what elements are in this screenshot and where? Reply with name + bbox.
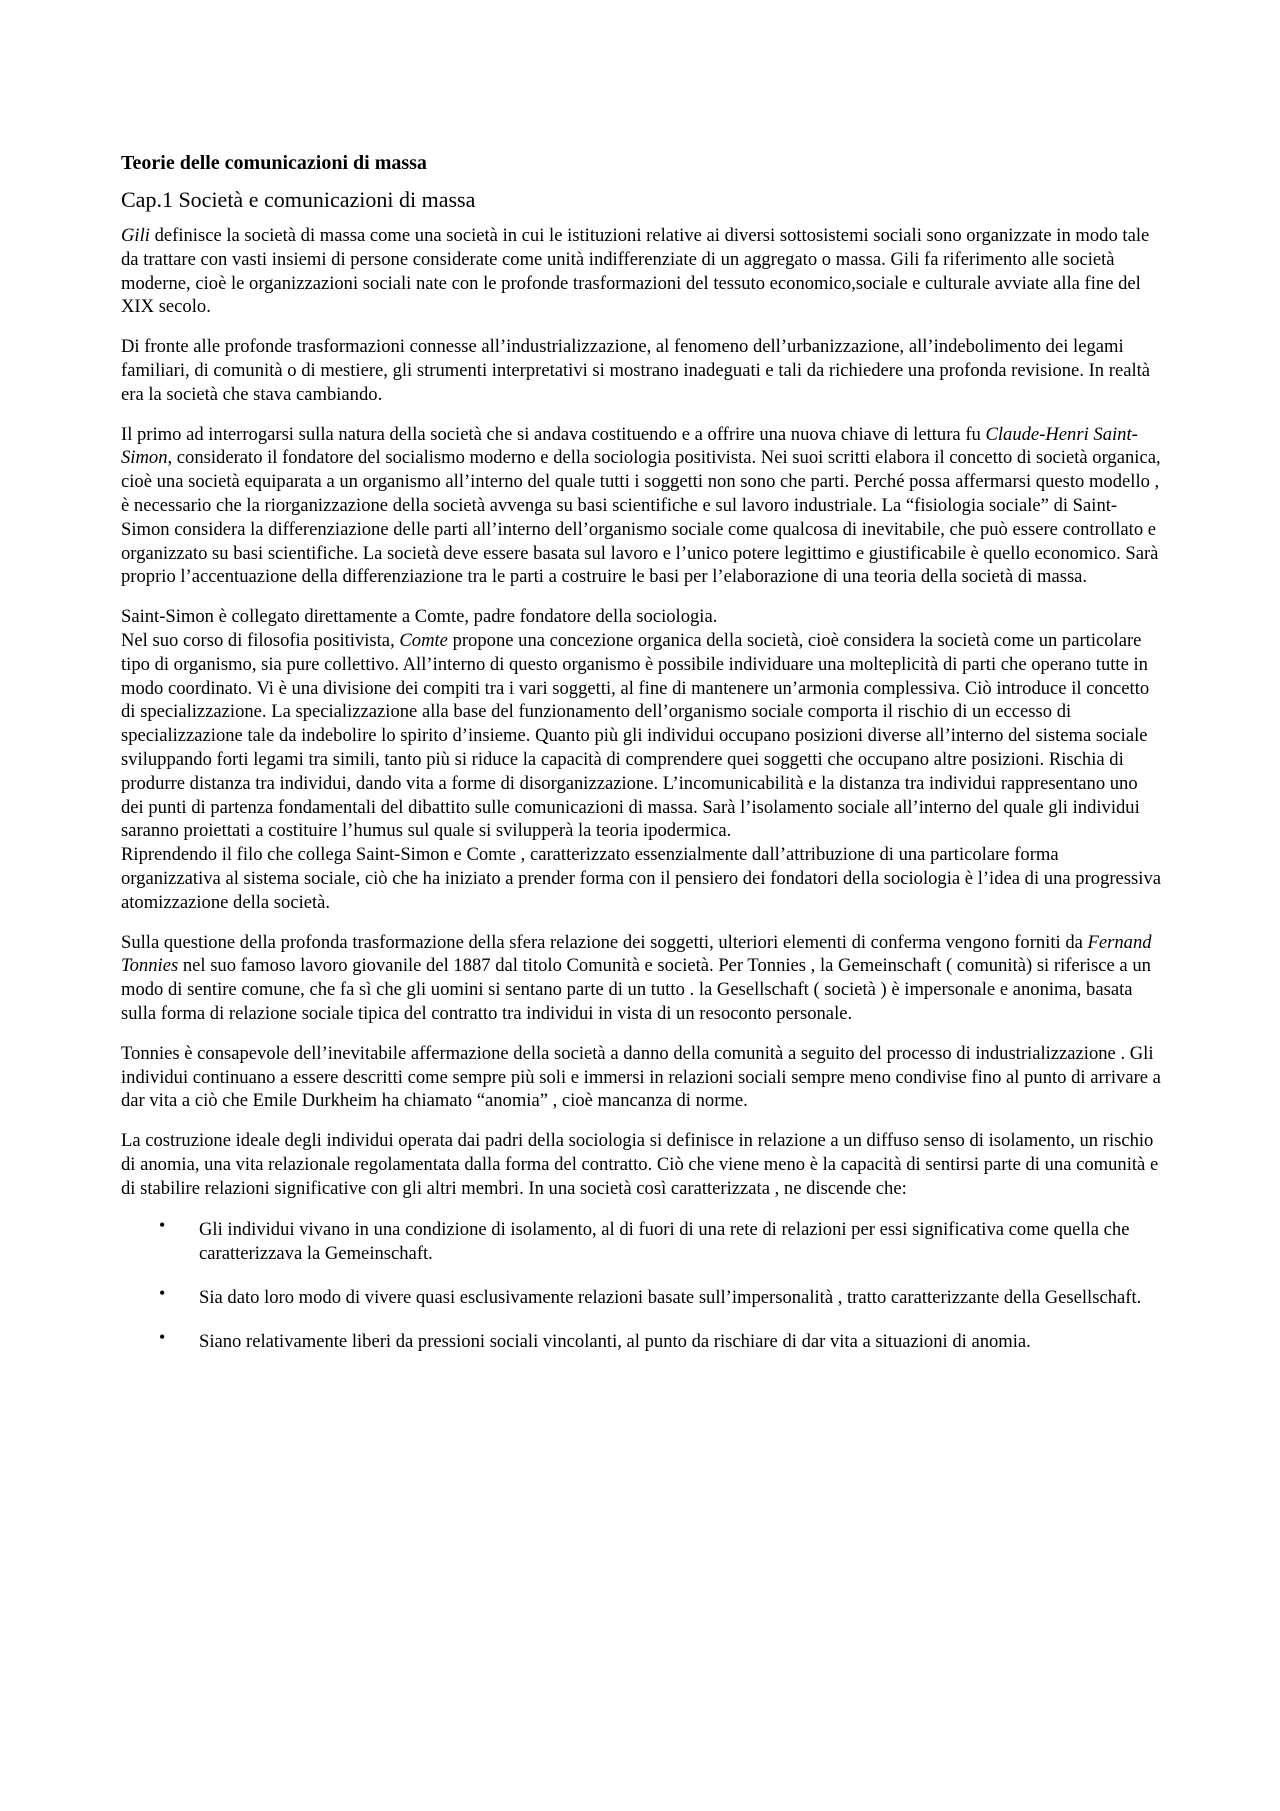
paragraph-text: Di fronte alle profonde trasformazioni connesse all’industrializzazione, al fenomeno dell’urbanizzazione, all’indebolimento dei legami familiari, di comunità o di mestiere, gli strumenti interpretativi si mostrano inadeguati e tali da richiedere una profonda revisione. In realtà era la società che stava cambiando. [121, 336, 1151, 405]
paragraph-text: , considerato il fondatore del socialismo moderno e della sociologia positivista. Nei suoi scritti elabora il concetto di società organica, cioè una società equiparata a un organismo all’interno del quale tutti i soggetti non sono che parti. Perché possa affermarsi questo modello , è necessario che la riorganizzazione della società avvenga su basi scientifiche e sul lavoro industriale. La “fisiologia sociale” di Saint-Simon considera la differenziazione delle parti all’interno dell’organismo sociale come qualcosa di inevitabile, che può essere controllato e organizzato su basi scientifiche. La società deve essere basata sul lavoro e l’unico potere legittimo e giustificabile è quello economico. Sarà proprio l’accentuazione della differenziazione tra le parti a costruire le basi per l’elaborazione di una teoria della società di massa. [121, 447, 1161, 588]
paragraph [121, 843, 1161, 914]
bullet-icon: • [159, 1283, 166, 1304]
paragraph-text: Tonnies è consapevole dell’inevitabile affermazione della società a danno della comunità a seguito del processo di industrializzazione . Gli individui continuano a essere descritti come sempre più soli e immersi in relazioni sociali sempre meno condivise fino al punto di arrivare a dar vita a ciò che Emile Durkheim ha chiamato “anomia” , cioè mancanza di norme. [121, 1042, 1161, 1112]
paragraph-text: Saint-Simon è collegato direttamente a Comte, padre fondatore della sociologia. [121, 606, 718, 628]
italic-name: Comte [399, 629, 448, 651]
list-item-text: Gli individui vivano in una condizione di isolamento, al di fuori di una rete di relazioni per essi significativa come quella che caratterizzava la Gemeinschaft. [199, 1219, 1130, 1265]
paragraph-text: Riprendendo il filo che collega Saint-Simon e Comte , caratterizzato essenzialmente dall’attribuzione di una particolare forma organizzativa al sistema sociale, ciò che ha iniziato a prender forma con il pensiero dei fondatori della sociologia è l’idea di una progressiva atomizzazione della società. [121, 844, 1161, 913]
bullet-list [121, 1215, 1161, 1353]
paragraph [121, 931, 1161, 1026]
paragraph [121, 1129, 1161, 1200]
list-item [121, 1326, 1161, 1354]
italic-name: Fernand Tonnies [121, 931, 1152, 977]
document-body [121, 224, 1161, 1200]
list-item [121, 1215, 1161, 1266]
bullet-icon: • [159, 1215, 166, 1236]
paragraph-text: definisce la società di massa come una società in cui le istituzioni relative ai diversi sottosistemi sociali sono organizzate in modo tale da trattare con vasti insiemi di persone considerate come unità indifferenziate di un aggregato o massa. Gili fa riferimento alle società moderne, cioè le organizzazioni sociali nate con le profonde trasformazioni del tessuto economico,sociale e culturale avviate alla fine del XIX secolo. [121, 225, 1150, 318]
list-item-text: Siano relativamente liberi da pressioni sociali vincolanti, al punto da rischiare di dar vita a situazioni di anomia. [199, 1330, 1031, 1352]
document-page [121, 150, 1161, 1374]
paragraph [121, 1042, 1161, 1113]
paragraph-text: La costruzione ideale degli individui operata dai padri della sociologia si definisce in relazione a un diffuso senso di isolamento, un rischio di anomia, una vita relazionale regolamentata dalla forma del contratto. Ciò che viene meno è la capacità di sentirsi parte di una comunità e di stabilire relazioni significative con gli altri membri. In una società così caratterizzata , ne discende che: [121, 1130, 1159, 1199]
paragraph-text: propone una concezione organica della società, cioè considera la società come un particolare tipo di organismo, sia pure collettivo. All’interno di questo organismo è possibile individuare una molteplicità di parti che operano tutte in modo coordinato. Vi è una divisione dei compiti tra i vari soggetti, al fine di mantenere un’armonia complessiva. Ciò introduce il concetto di specializzazione. La specializzazione alla base del funzionamento dell’organismo sociale comporta il rischio di un eccesso di specializzazione tale da indebolire lo spirito d’insieme. Quanto più gli individui occupano posizioni diverse all’interno del sistema sociale sviluppando forti legami tra simili, tanto più si riduce la capacità di comprendere quei soggetti che occupano altre posizioni. Rischia di produrre distanza tra individui, dando vita a forme di disorganizzazione. L’incomunicabilità e la distanza tra individui rappresentano uno dei punti di partenza fondamentali del dibattito sulle comunicazioni di massa. Sarà l’isolamento sociale all’interno del quale gli individui saranno proiettati a costituire l’humus sul quale si svilupperà la teoria ipodermica. [121, 629, 1150, 842]
paragraph [121, 335, 1161, 406]
paragraph-text: nel suo famoso lavoro giovanile del 1887 dal titolo Comunità e società. Per Tonnies , la Gemeinschaft ( comunità) si riferisce a un modo di sentire comune, che fa sì che gli uomini si sentano parte di un tutto . la Gesellschaft ( società ) è impersonale e anonima, basata sulla forma di relazione sociale tipica del contratto tra individui in vista di un resoconto personale. [121, 955, 1151, 1024]
list-item-text: Sia dato loro modo di vivere quasi esclusivamente relazioni basate sull’impersonalità , tratto caratterizzante della Gesellschaft. [199, 1287, 1142, 1309]
paragraph-text: Il primo ad interrogarsi sulla natura della società che si andava costituendo e a offrire una nuova chiave di lettura fu [121, 423, 986, 445]
paragraph [121, 605, 1161, 629]
paragraph-text: Nel suo corso di filosofia positivista, [121, 629, 400, 651]
bullet-icon: • [159, 1326, 166, 1347]
paragraph [121, 629, 1161, 843]
italic-name: Gili [121, 225, 150, 246]
paragraph [121, 224, 1161, 319]
italic-name: Claude-Henri Saint-Simon [121, 423, 1138, 469]
paragraph [121, 423, 1161, 590]
document-title: Teorie delle comunicazioni di massa [121, 152, 427, 174]
list-item [121, 1283, 1161, 1310]
paragraph-text: Sulla questione della profonda trasformazione della sfera relazione dei soggetti, ulteriori elementi di conferma vengono forniti da [121, 931, 1088, 953]
chapter-title: Cap.1 Società e comunicazioni di massa [121, 187, 476, 212]
